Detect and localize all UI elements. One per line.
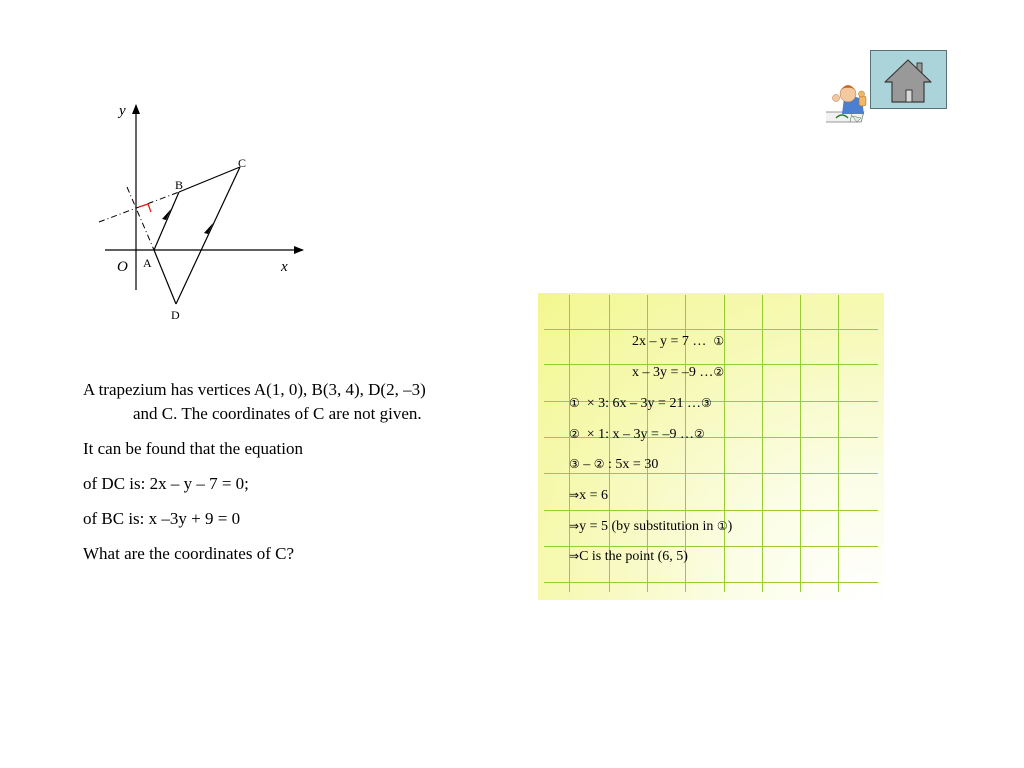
solution-eq1 [632,334,724,350]
circled-2-icon: ② [713,365,725,379]
solution-step2 [569,427,705,443]
implies-arrow-icon: ⇒ [569,488,580,502]
vertex-label-b: B [175,178,184,192]
vertex-label-a: A [143,256,152,270]
vertex-label-c: C [238,156,247,170]
side-cd [176,167,240,304]
minus-text: – [579,457,594,472]
circled-1-icon: ① [569,396,580,410]
bc-equation-line [83,507,428,531]
grid-line [544,582,878,583]
step3-text: : 5x = 30 [604,457,659,472]
house-icon [871,51,946,108]
eq1-text: 2x – y = 7 … [632,334,707,349]
bc-equation: x –3y + 9 = 0 [148,509,241,528]
grid-line [544,329,878,330]
circled-2-icon: ② [569,427,580,441]
solution-result-c [569,549,688,565]
origin-label: O [117,259,128,275]
eq2-text: x – 3y = –9 … [632,365,714,380]
circled-2-icon: ② [693,427,705,441]
circled-1-icon: ① [716,519,728,533]
right-angle-mark [139,204,151,212]
dashdot-line-perpendicular [127,187,154,250]
y-axis-label: y [119,103,126,119]
result-x-text: x = 6 [579,488,608,503]
solution-result-x [569,488,608,504]
problem-intro: A trapezium has vertices A(1, 0), B(3, 4), D(2, –3) and C. The coordinates of C are not given. [83,380,426,423]
grid-line [544,473,878,474]
home-button[interactable] [870,50,947,109]
trapezium-diagram [95,95,315,330]
step1-text: × 3: 6x – 3y = 21 … [586,396,701,411]
implies-arrow-icon: ⇒ [569,519,580,533]
solution-step3 [569,457,658,473]
grid-line [609,295,610,592]
x-axis-label: x [281,259,288,275]
problem-question: What are the coordinates of C? [83,544,294,563]
circled-3-icon: ③ [569,457,580,471]
result-c-text: C is the point (6, 5) [579,549,688,564]
step2-text: × 1: x – 3y = –9 … [586,427,694,442]
circled-2-icon: ② [593,457,605,471]
implies-arrow-icon: ⇒ [569,549,580,563]
circled-3-icon: ③ [700,396,712,410]
solution-result-y [569,519,732,535]
grid-line [838,295,839,592]
dc-prefix: of DC is: [83,474,150,493]
result-y-close: ) [727,519,733,534]
solution-panel [538,293,884,600]
circled-1-icon: ① [713,334,725,348]
problem-lead: It can be found that the equation [83,439,303,458]
result-y-text: y = 5 (by substitution in [579,519,717,534]
solution-step1 [569,396,712,412]
side-da [154,250,176,304]
vertex-label-d: D [171,308,180,322]
grid-line [762,295,763,592]
solution-eq2 [632,365,724,381]
side-bc [179,167,240,192]
bc-prefix: of BC is: [83,509,149,528]
grid-line [544,546,878,547]
dc-equation-line [83,472,428,496]
dc-equation: 2x – y – 7 = 0; [149,474,249,493]
grid-line [544,510,878,511]
grid-line [569,295,570,592]
side-ab [154,192,179,250]
grid-line [800,295,801,592]
problem-text [83,378,428,577]
